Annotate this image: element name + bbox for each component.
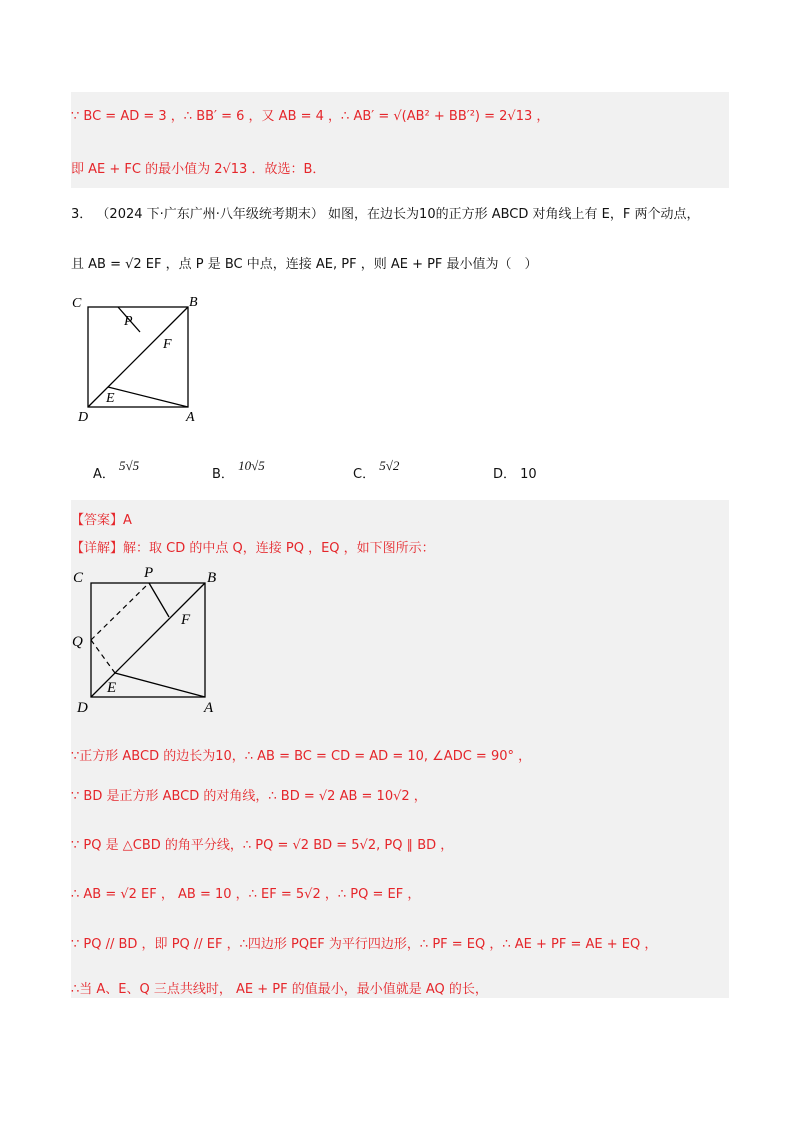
answer-label: 【答案】 xyxy=(71,513,124,528)
option-c-letter: C． xyxy=(353,467,376,482)
label2-E: E xyxy=(107,680,117,696)
question-line-1 xyxy=(71,203,699,222)
step-6: ∴当 A、E、Q 三点共线时， AE + PF 的值最小，最小值就是 AQ 的长， xyxy=(71,982,488,997)
answer-value: A xyxy=(123,513,132,528)
option-a-letter: A． xyxy=(93,467,115,482)
label-C: C xyxy=(72,296,82,311)
label2-F: F xyxy=(181,612,191,628)
step-1: ∵正方形 ABCD 的边长为10，∴ AB = BC = CD = AD = 10, ∠ADC = 90° ， xyxy=(71,749,532,764)
detail-text: 解：取 CD 的中点 Q，连接 PQ ，EQ ，如下图所示： xyxy=(123,541,435,556)
question-line-2: 且 AB = √2 EF ，点 P 是 BC 中点，连接 AE, PF ，则 AE + PF 最小值为（ ） xyxy=(71,257,538,272)
step-2: ∵ BD 是正方形 ABCD 的对角线，∴ BD = √2 AB = 10√2 ， xyxy=(71,789,427,804)
figure-square-1 xyxy=(68,290,208,425)
option-b-value: 10√5 xyxy=(238,458,265,473)
label-D: D xyxy=(78,410,89,425)
label-F: F xyxy=(163,337,172,352)
label2-B: B xyxy=(207,570,217,586)
option-a xyxy=(93,458,140,482)
figure-square-2 xyxy=(71,562,231,712)
solution-line-1: ∵ BC = AD = 3 ，∴ BB′ = 6 ，又 AB = 4 ，∴ AB′ = √(AB² + BB′²) = 2√13 ， xyxy=(71,109,550,124)
option-d xyxy=(493,463,537,482)
step-3: ∵ PQ 是 △CBD 的角平分线，∴ PQ = √2 BD = 5√2, PQ ∥ BD ， xyxy=(71,838,454,853)
step-4: ∴ AB = √2 EF ， AB = 10 ，∴ EF = 5√2 ，∴ PQ = EF ， xyxy=(71,887,421,902)
top-solution-block xyxy=(71,92,729,188)
option-a-value: 5√5 xyxy=(119,458,140,473)
label-A: A xyxy=(186,410,195,425)
option-d-value: 10 xyxy=(520,467,537,482)
label-E: E xyxy=(106,391,115,406)
label2-A: A xyxy=(204,700,214,712)
detail-line xyxy=(71,537,435,556)
step-5: ∵ PQ // BD ，即 PQ // EF ，∴四边形 PQEF 为平行四边形，∴ PF = EQ ，∴ AE + PF = AE + EQ ， xyxy=(71,937,658,952)
label2-C: C xyxy=(73,570,84,586)
question-number: 3． xyxy=(71,207,93,222)
option-c-value: 5√2 xyxy=(379,458,400,473)
answer-block xyxy=(71,500,729,998)
question-source: （2024 下·广东广州·八年级统考期末） xyxy=(96,207,324,222)
label2-Q: Q xyxy=(72,634,83,650)
answer-line xyxy=(71,509,132,528)
option-b-letter: B． xyxy=(212,467,234,482)
option-b xyxy=(212,458,265,482)
label-P: P xyxy=(124,314,133,329)
label2-P: P xyxy=(144,565,154,581)
label-B: B xyxy=(189,295,198,310)
question-text-1: 如图，在边长为10的正方形 ABCD 对角线上有 E，F 两个动点， xyxy=(328,207,700,222)
solution-line-2: 即 AE + FC 的最小值为 2√13 ．故选：B． xyxy=(71,162,326,177)
option-c xyxy=(353,458,400,482)
option-d-letter: D． xyxy=(493,467,517,482)
detail-label: 【详解】 xyxy=(71,541,124,556)
label2-D: D xyxy=(77,700,88,712)
